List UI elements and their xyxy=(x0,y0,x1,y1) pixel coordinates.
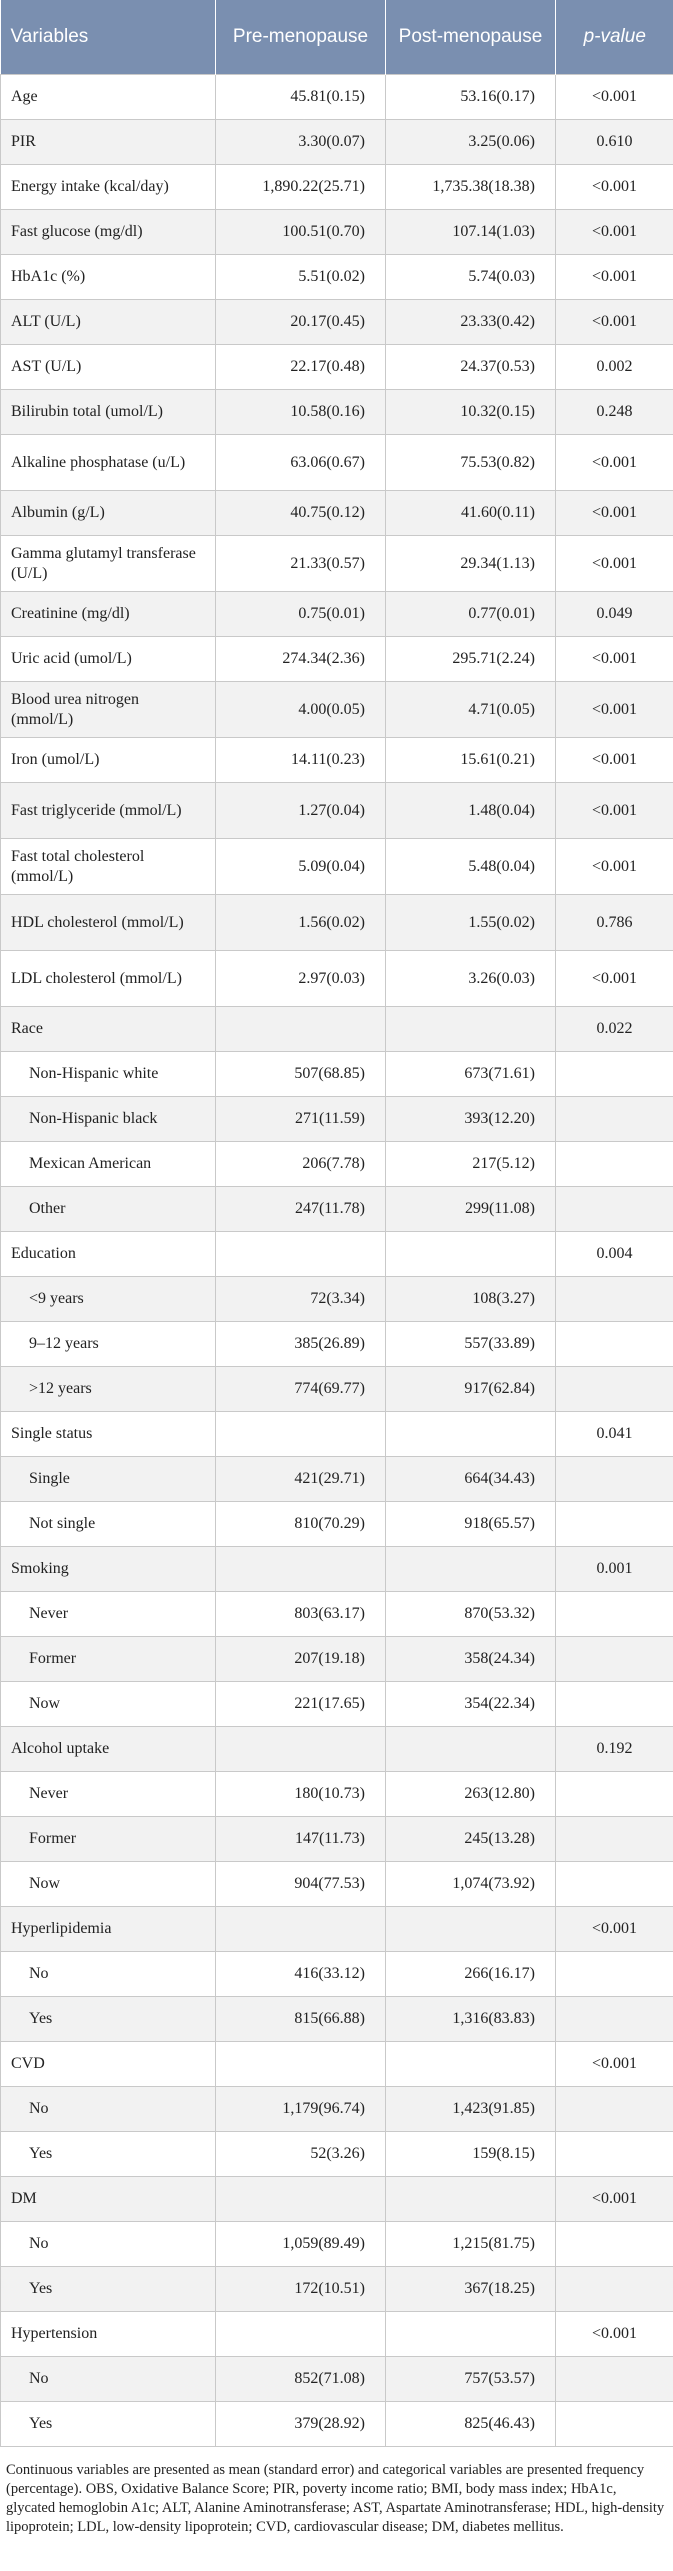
table-row xyxy=(1,783,673,839)
pre-menopause-cell: 14.11(0.23) xyxy=(216,738,386,783)
variable-cell: Creatinine (mg/dl) xyxy=(1,592,216,637)
table-group-row xyxy=(1,1907,673,1952)
header-p-value xyxy=(556,0,673,75)
p-value-cell xyxy=(556,1322,673,1367)
pre-menopause-cell xyxy=(216,2177,386,2222)
table-row xyxy=(1,1952,673,1997)
pre-menopause-cell: 52(3.26) xyxy=(216,2132,386,2177)
p-value-cell: <0.001 xyxy=(556,2312,673,2357)
post-menopause-cell: 918(65.57) xyxy=(386,1502,556,1547)
variable-cell: Blood urea nitrogen (mmol/L) xyxy=(1,682,216,738)
post-menopause-cell: 354(22.34) xyxy=(386,1682,556,1727)
variable-cell: Yes xyxy=(1,1997,216,2042)
p-value-cell: 0.001 xyxy=(556,1547,673,1592)
table-row xyxy=(1,1862,673,1907)
header-p-value-text: p-value xyxy=(583,26,646,47)
table-row xyxy=(1,255,673,300)
post-menopause-cell: 15.61(0.21) xyxy=(386,738,556,783)
p-value-cell xyxy=(556,1277,673,1322)
post-menopause-cell: 1,735.38(18.38) xyxy=(386,165,556,210)
post-menopause-cell: 367(18.25) xyxy=(386,2267,556,2312)
post-menopause-cell: 5.48(0.04) xyxy=(386,839,556,895)
pre-menopause-cell: 2.97(0.03) xyxy=(216,951,386,1007)
post-menopause-cell: 0.77(0.01) xyxy=(386,592,556,637)
post-menopause-cell: 263(12.80) xyxy=(386,1772,556,1817)
variable-cell: Single status xyxy=(1,1412,216,1457)
table-row xyxy=(1,1817,673,1862)
table-row xyxy=(1,1187,673,1232)
variable-cell: Education xyxy=(1,1232,216,1277)
p-value-cell: <0.001 xyxy=(556,682,673,738)
pre-menopause-cell: 40.75(0.12) xyxy=(216,491,386,536)
variable-cell: Former xyxy=(1,1637,216,1682)
p-value-cell: <0.001 xyxy=(556,637,673,682)
pre-menopause-cell: 379(28.92) xyxy=(216,2402,386,2447)
pre-menopause-cell: 21.33(0.57) xyxy=(216,536,386,592)
p-value-cell xyxy=(556,1772,673,1817)
post-menopause-cell: 299(11.08) xyxy=(386,1187,556,1232)
post-menopause-cell: 1,316(83.83) xyxy=(386,1997,556,2042)
p-value-cell: <0.001 xyxy=(556,738,673,783)
variable-cell: No xyxy=(1,2087,216,2132)
pre-menopause-cell: 247(11.78) xyxy=(216,1187,386,1232)
pre-menopause-cell xyxy=(216,1412,386,1457)
table-row xyxy=(1,2132,673,2177)
table-row xyxy=(1,165,673,210)
table-group-row xyxy=(1,2042,673,2087)
variable-cell: Bilirubin total (umol/L) xyxy=(1,390,216,435)
post-menopause-cell: 557(33.89) xyxy=(386,1322,556,1367)
variable-cell: Single xyxy=(1,1457,216,1502)
pre-menopause-cell: 507(68.85) xyxy=(216,1052,386,1097)
p-value-cell: <0.001 xyxy=(556,536,673,592)
post-menopause-cell: 393(12.20) xyxy=(386,1097,556,1142)
post-menopause-cell: 673(71.61) xyxy=(386,1052,556,1097)
table-row xyxy=(1,1097,673,1142)
variable-cell: Non-Hispanic black xyxy=(1,1097,216,1142)
p-value-cell xyxy=(556,2402,673,2447)
p-value-cell xyxy=(556,1592,673,1637)
post-menopause-cell: 24.37(0.53) xyxy=(386,345,556,390)
post-menopause-cell: 41.60(0.11) xyxy=(386,491,556,536)
p-value-cell xyxy=(556,1502,673,1547)
post-menopause-cell xyxy=(386,1547,556,1592)
table-row xyxy=(1,951,673,1007)
pre-menopause-cell xyxy=(216,1232,386,1277)
table-row xyxy=(1,2087,673,2132)
pre-menopause-cell xyxy=(216,1907,386,1952)
pre-menopause-cell: 385(26.89) xyxy=(216,1322,386,1367)
post-menopause-cell: 870(53.32) xyxy=(386,1592,556,1637)
variable-cell: Uric acid (umol/L) xyxy=(1,637,216,682)
post-menopause-cell: 1,215(81.75) xyxy=(386,2222,556,2267)
table-row xyxy=(1,1367,673,1412)
pre-menopause-cell: 1.56(0.02) xyxy=(216,895,386,951)
post-menopause-cell: 23.33(0.42) xyxy=(386,300,556,345)
table-row xyxy=(1,1277,673,1322)
p-value-cell: <0.001 xyxy=(556,255,673,300)
p-value-cell xyxy=(556,1952,673,1997)
table-row xyxy=(1,1142,673,1187)
table-row xyxy=(1,839,673,895)
p-value-cell xyxy=(556,1997,673,2042)
variable-cell: No xyxy=(1,2357,216,2402)
variable-cell: HbA1c (%) xyxy=(1,255,216,300)
post-menopause-cell: 1.55(0.02) xyxy=(386,895,556,951)
pre-menopause-cell: 1.27(0.04) xyxy=(216,783,386,839)
table-row xyxy=(1,210,673,255)
variable-cell: Iron (umol/L) xyxy=(1,738,216,783)
post-menopause-cell: 75.53(0.82) xyxy=(386,435,556,491)
variable-cell: Never xyxy=(1,1592,216,1637)
table-row xyxy=(1,1052,673,1097)
p-value-cell xyxy=(556,1097,673,1142)
p-value-cell xyxy=(556,2087,673,2132)
variable-cell: Energy intake (kcal/day) xyxy=(1,165,216,210)
table-row xyxy=(1,637,673,682)
post-menopause-cell xyxy=(386,1727,556,1772)
post-menopause-cell xyxy=(386,1232,556,1277)
p-value-cell: 0.002 xyxy=(556,345,673,390)
pre-menopause-cell: 774(69.77) xyxy=(216,1367,386,1412)
variable-cell: Smoking xyxy=(1,1547,216,1592)
variable-cell: Now xyxy=(1,1682,216,1727)
variable-cell: Yes xyxy=(1,2402,216,2447)
variable-cell: CVD xyxy=(1,2042,216,2087)
post-menopause-cell: 3.26(0.03) xyxy=(386,951,556,1007)
pre-menopause-cell: 147(11.73) xyxy=(216,1817,386,1862)
table-row xyxy=(1,345,673,390)
pre-menopause-cell: 4.00(0.05) xyxy=(216,682,386,738)
table-row xyxy=(1,1772,673,1817)
p-value-cell: <0.001 xyxy=(556,165,673,210)
variable-cell: Now xyxy=(1,1862,216,1907)
variable-cell: Race xyxy=(1,1007,216,1052)
table-group-row xyxy=(1,1412,673,1457)
variable-cell: ALT (U/L) xyxy=(1,300,216,345)
table-row xyxy=(1,2402,673,2447)
variable-cell: Fast glucose (mg/dl) xyxy=(1,210,216,255)
table-body xyxy=(1,75,673,2447)
variable-cell: Albumin (g/L) xyxy=(1,491,216,536)
variable-cell: Gamma glutamyl transferase (U/L) xyxy=(1,536,216,592)
pre-menopause-cell: 3.30(0.07) xyxy=(216,120,386,165)
p-value-cell xyxy=(556,1637,673,1682)
variable-cell: Non-Hispanic white xyxy=(1,1052,216,1097)
variable-cell: Age xyxy=(1,75,216,120)
variable-cell: Yes xyxy=(1,2267,216,2312)
pre-menopause-cell: 45.81(0.15) xyxy=(216,75,386,120)
header-pre-menopause: Pre-menopause xyxy=(216,0,386,75)
p-value-cell xyxy=(556,2222,673,2267)
pre-menopause-cell: 180(10.73) xyxy=(216,1772,386,1817)
post-menopause-cell: 245(13.28) xyxy=(386,1817,556,1862)
post-menopause-cell: 757(53.57) xyxy=(386,2357,556,2402)
variable-cell: Never xyxy=(1,1772,216,1817)
p-value-cell: 0.022 xyxy=(556,1007,673,1052)
pre-menopause-cell xyxy=(216,2312,386,2357)
pre-menopause-cell: 172(10.51) xyxy=(216,2267,386,2312)
table-header xyxy=(1,0,673,75)
post-menopause-cell: 29.34(1.13) xyxy=(386,536,556,592)
pre-menopause-cell: 221(17.65) xyxy=(216,1682,386,1727)
variable-cell: Hypertension xyxy=(1,2312,216,2357)
p-value-cell: <0.001 xyxy=(556,783,673,839)
p-value-cell xyxy=(556,2267,673,2312)
pre-menopause-cell: 100.51(0.70) xyxy=(216,210,386,255)
table-group-row xyxy=(1,1232,673,1277)
p-value-cell: <0.001 xyxy=(556,75,673,120)
table-row xyxy=(1,75,673,120)
pre-menopause-cell: 1,179(96.74) xyxy=(216,2087,386,2132)
table-row xyxy=(1,592,673,637)
header-post-menopause: Post-menopause xyxy=(386,0,556,75)
p-value-cell: <0.001 xyxy=(556,435,673,491)
variable-cell: AST (U/L) xyxy=(1,345,216,390)
pre-menopause-cell: 0.75(0.01) xyxy=(216,592,386,637)
pre-menopause-cell xyxy=(216,1727,386,1772)
table-row xyxy=(1,2222,673,2267)
table-row xyxy=(1,2357,673,2402)
pre-menopause-cell: 5.09(0.04) xyxy=(216,839,386,895)
post-menopause-cell: 10.32(0.15) xyxy=(386,390,556,435)
table-row xyxy=(1,682,673,738)
pre-menopause-cell: 803(63.17) xyxy=(216,1592,386,1637)
variable-cell: Fast total cholesterol (mmol/L) xyxy=(1,839,216,895)
pre-menopause-cell: 904(77.53) xyxy=(216,1862,386,1907)
pre-menopause-cell: 5.51(0.02) xyxy=(216,255,386,300)
pre-menopause-cell: 274.34(2.36) xyxy=(216,637,386,682)
variable-cell: <9 years xyxy=(1,1277,216,1322)
table-row xyxy=(1,491,673,536)
p-value-cell xyxy=(556,1457,673,1502)
variable-cell: 9–12 years xyxy=(1,1322,216,1367)
pre-menopause-cell xyxy=(216,1007,386,1052)
post-menopause-cell: 159(8.15) xyxy=(386,2132,556,2177)
variable-cell: PIR xyxy=(1,120,216,165)
p-value-cell xyxy=(556,1187,673,1232)
p-value-cell: <0.001 xyxy=(556,300,673,345)
p-value-cell: 0.004 xyxy=(556,1232,673,1277)
variable-cell: Mexican American xyxy=(1,1142,216,1187)
variable-cell: LDL cholesterol (mmol/L) xyxy=(1,951,216,1007)
p-value-cell: 0.610 xyxy=(556,120,673,165)
pre-menopause-cell: 10.58(0.16) xyxy=(216,390,386,435)
p-value-cell xyxy=(556,1862,673,1907)
variable-cell: No xyxy=(1,2222,216,2267)
pre-menopause-cell: 421(29.71) xyxy=(216,1457,386,1502)
variable-cell: Not single xyxy=(1,1502,216,1547)
variable-cell: Other xyxy=(1,1187,216,1232)
table-row xyxy=(1,536,673,592)
table-group-row xyxy=(1,1007,673,1052)
p-value-cell xyxy=(556,2357,673,2402)
post-menopause-cell xyxy=(386,2042,556,2087)
table-row xyxy=(1,1682,673,1727)
pre-menopause-cell: 72(3.34) xyxy=(216,1277,386,1322)
variable-cell: Yes xyxy=(1,2132,216,2177)
post-menopause-cell: 4.71(0.05) xyxy=(386,682,556,738)
table-row xyxy=(1,1637,673,1682)
table-row xyxy=(1,1997,673,2042)
pre-menopause-cell: 63.06(0.67) xyxy=(216,435,386,491)
table-group-row xyxy=(1,2312,673,2357)
pre-menopause-cell: 271(11.59) xyxy=(216,1097,386,1142)
post-menopause-cell: 108(3.27) xyxy=(386,1277,556,1322)
table-group-row xyxy=(1,1547,673,1592)
variable-cell: Alcohol uptake xyxy=(1,1727,216,1772)
table-row xyxy=(1,120,673,165)
p-value-cell: 0.041 xyxy=(556,1412,673,1457)
pre-menopause-cell xyxy=(216,1547,386,1592)
pre-menopause-cell: 416(33.12) xyxy=(216,1952,386,1997)
pre-menopause-cell: 20.17(0.45) xyxy=(216,300,386,345)
table-row xyxy=(1,1502,673,1547)
p-value-cell xyxy=(556,1817,673,1862)
variable-cell: >12 years xyxy=(1,1367,216,1412)
pre-menopause-cell xyxy=(216,2042,386,2087)
p-value-cell xyxy=(556,1142,673,1187)
table-row xyxy=(1,435,673,491)
post-menopause-cell: 358(24.34) xyxy=(386,1637,556,1682)
variable-cell: DM xyxy=(1,2177,216,2222)
header-variables: Variables xyxy=(1,0,216,75)
pre-menopause-cell: 815(66.88) xyxy=(216,1997,386,2042)
table-group-row xyxy=(1,1727,673,1772)
post-menopause-cell: 917(62.84) xyxy=(386,1367,556,1412)
post-menopause-cell xyxy=(386,2312,556,2357)
header-row xyxy=(1,0,673,75)
table-row xyxy=(1,895,673,951)
post-menopause-cell: 266(16.17) xyxy=(386,1952,556,1997)
pre-menopause-cell: 22.17(0.48) xyxy=(216,345,386,390)
post-menopause-cell xyxy=(386,1907,556,1952)
p-value-cell xyxy=(556,2132,673,2177)
variable-cell: No xyxy=(1,1952,216,1997)
pre-menopause-cell: 207(19.18) xyxy=(216,1637,386,1682)
pre-menopause-cell: 1,890.22(25.71) xyxy=(216,165,386,210)
p-value-cell: <0.001 xyxy=(556,839,673,895)
p-value-cell: <0.001 xyxy=(556,951,673,1007)
post-menopause-cell xyxy=(386,2177,556,2222)
p-value-cell: <0.001 xyxy=(556,491,673,536)
post-menopause-cell xyxy=(386,1412,556,1457)
pre-menopause-cell: 206(7.78) xyxy=(216,1142,386,1187)
table-row xyxy=(1,1457,673,1502)
p-value-cell: 0.192 xyxy=(556,1727,673,1772)
post-menopause-cell xyxy=(386,1007,556,1052)
table-row xyxy=(1,738,673,783)
pre-menopause-cell: 1,059(89.49) xyxy=(216,2222,386,2267)
variable-cell: Hyperlipidemia xyxy=(1,1907,216,1952)
p-value-cell xyxy=(556,1367,673,1412)
post-menopause-cell: 107.14(1.03) xyxy=(386,210,556,255)
post-menopause-cell: 3.25(0.06) xyxy=(386,120,556,165)
table-row xyxy=(1,390,673,435)
post-menopause-cell: 295.71(2.24) xyxy=(386,637,556,682)
p-value-cell: <0.001 xyxy=(556,1907,673,1952)
pre-menopause-cell: 810(70.29) xyxy=(216,1502,386,1547)
post-menopause-cell: 1,423(91.85) xyxy=(386,2087,556,2132)
variable-cell: Alkaline phosphatase (u/L) xyxy=(1,435,216,491)
p-value-cell xyxy=(556,1052,673,1097)
variable-cell: HDL cholesterol (mmol/L) xyxy=(1,895,216,951)
p-value-cell: 0.049 xyxy=(556,592,673,637)
table-row xyxy=(1,2267,673,2312)
table-row xyxy=(1,1592,673,1637)
p-value-cell: <0.001 xyxy=(556,2042,673,2087)
p-value-cell: <0.001 xyxy=(556,2177,673,2222)
variable-cell: Fast triglyceride (mmol/L) xyxy=(1,783,216,839)
p-value-cell: 0.248 xyxy=(556,390,673,435)
table-row xyxy=(1,300,673,345)
table-footnote: Continuous variables are presented as mean (standard error) and categorical variables are presented frequency (percentage). OBS, Oxidative Balance Score; PIR, poverty income ratio; BMI, body mass index; HbA1c, glycated hemoglobin A1c; ALT, Alanine Aminotransferase; AST, Aspartate Aminotransferase; HDL, high-density lipoprotein; LDL, low-density lipoprotein; CVD, cardiovascular disease; DM, diabetes mellitus. xyxy=(6,2462,665,2535)
post-menopause-cell: 53.16(0.17) xyxy=(386,75,556,120)
post-menopause-cell: 5.74(0.03) xyxy=(386,255,556,300)
post-menopause-cell: 1,074(73.92) xyxy=(386,1862,556,1907)
table-row xyxy=(1,1322,673,1367)
post-menopause-cell: 825(46.43) xyxy=(386,2402,556,2447)
p-value-cell: 0.786 xyxy=(556,895,673,951)
post-menopause-cell: 217(5.12) xyxy=(386,1142,556,1187)
pre-menopause-cell: 852(71.08) xyxy=(216,2357,386,2402)
p-value-cell xyxy=(556,1682,673,1727)
post-menopause-cell: 1.48(0.04) xyxy=(386,783,556,839)
variable-cell: Former xyxy=(1,1817,216,1862)
post-menopause-cell: 664(34.43) xyxy=(386,1457,556,1502)
p-value-cell: <0.001 xyxy=(556,210,673,255)
table-group-row xyxy=(1,2177,673,2222)
